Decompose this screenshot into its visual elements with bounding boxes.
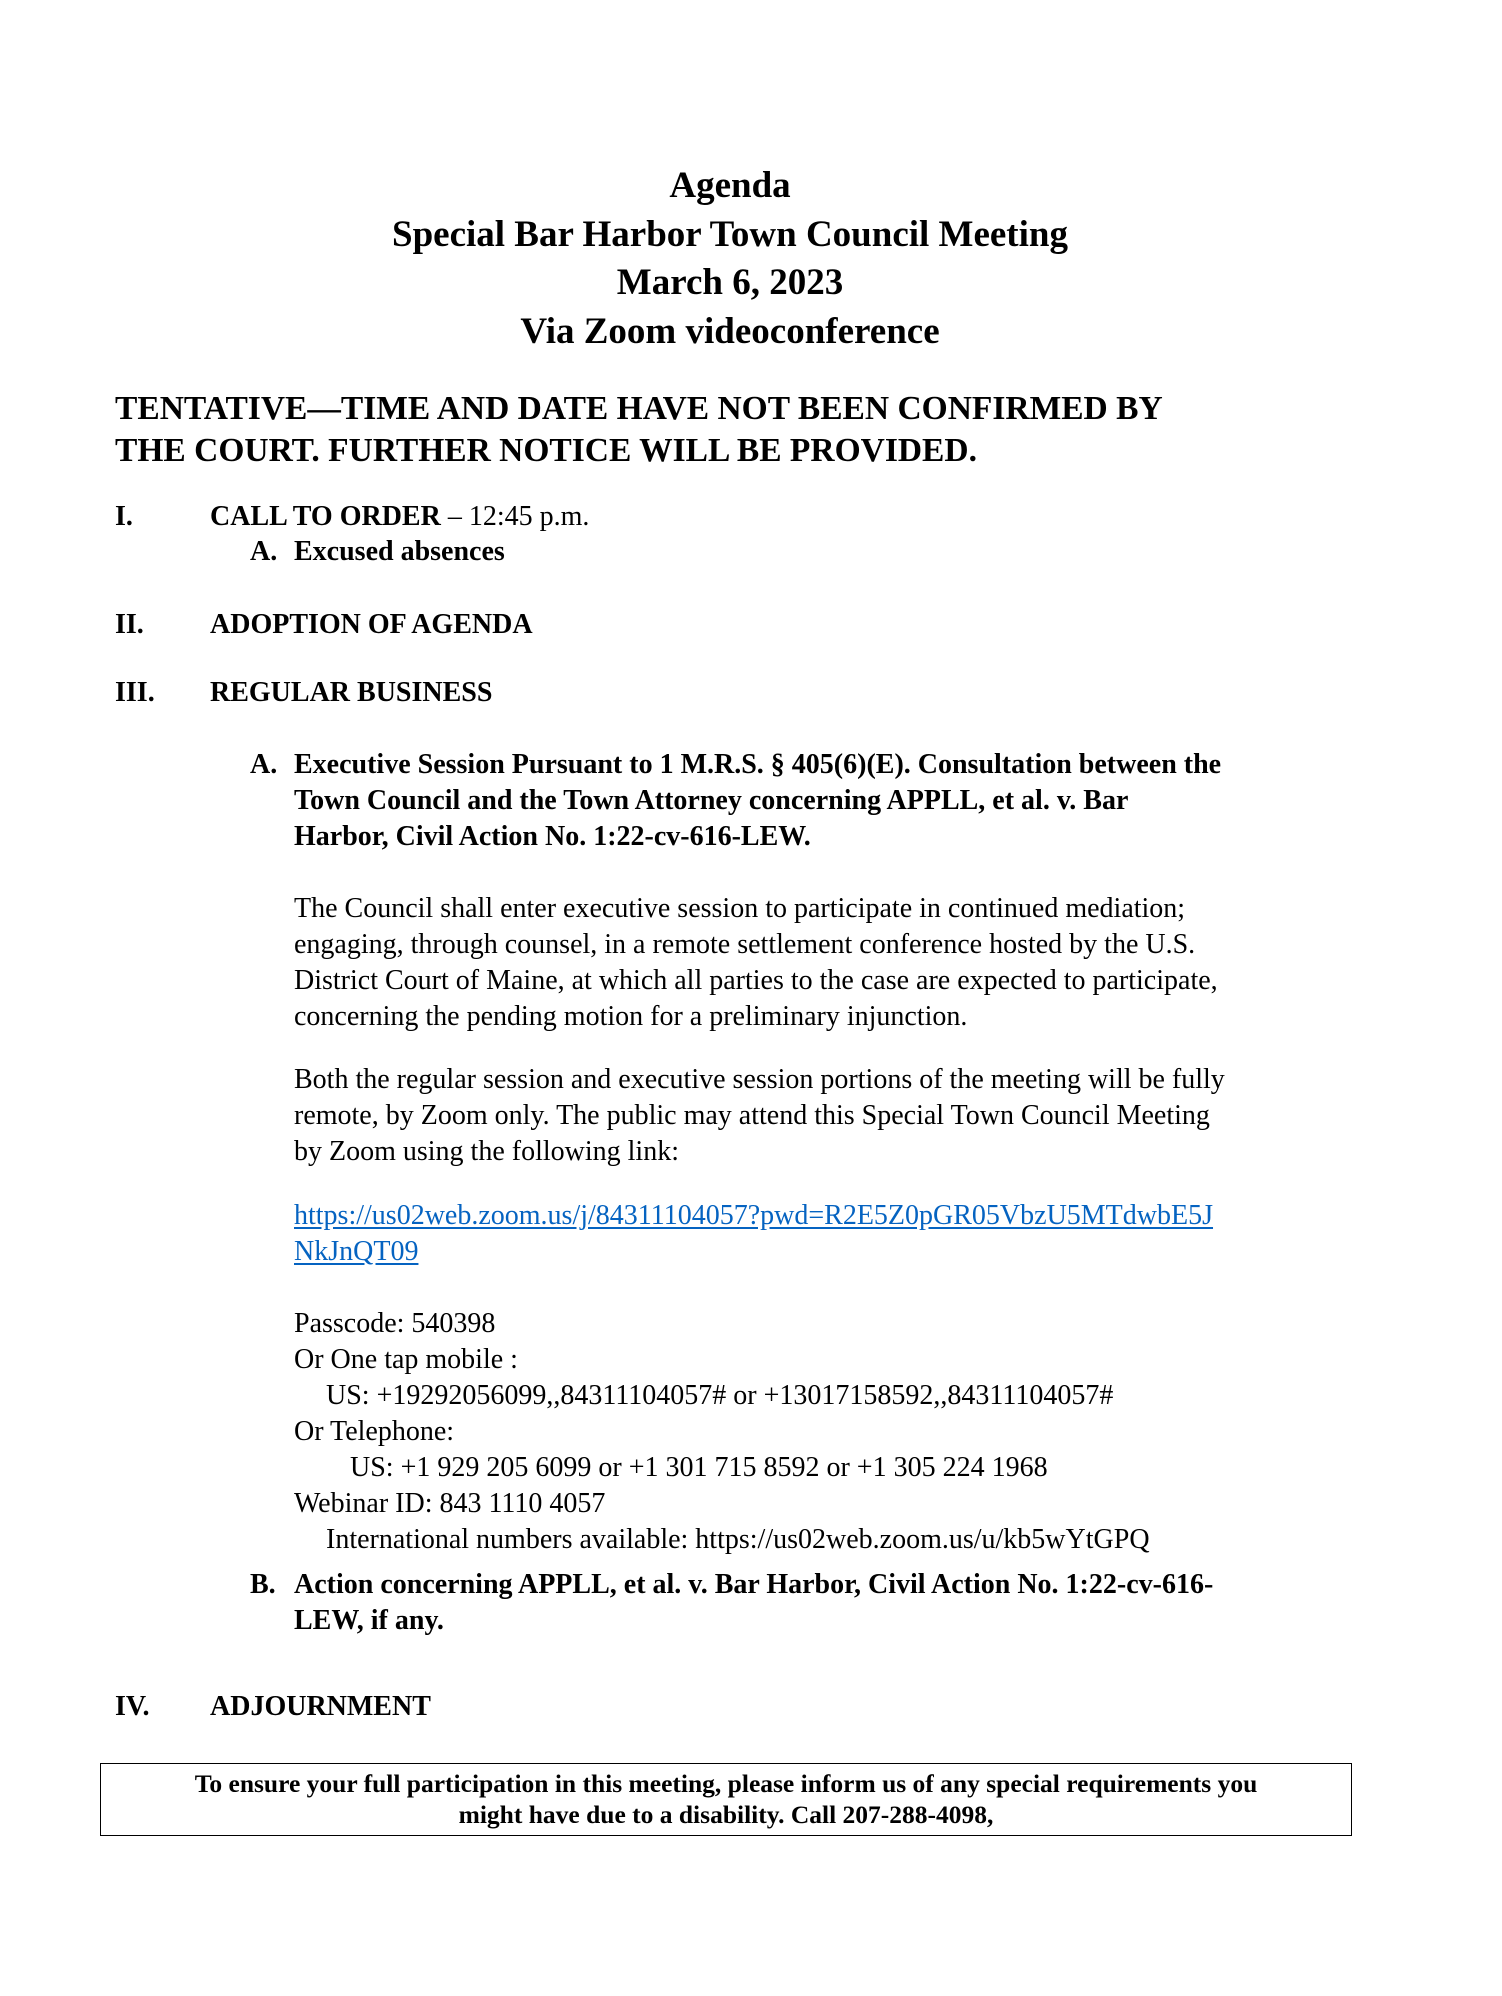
one-tap-label: Or One tap mobile : — [294, 1344, 518, 1375]
accessibility-notice-box — [100, 1763, 1352, 1836]
accessibility-notice-line-1: To ensure your full participation in this meeting, please inform us of any special requirements you — [194, 1769, 1258, 1798]
paragraph-remote-attendance — [294, 1062, 1225, 1170]
subitem-text-line: LEW, if any. — [294, 1605, 444, 1636]
one-tap-numbers: US: +19292056099,,84311104057# or +13017158592,,84311104057# — [326, 1380, 1114, 1411]
subitem-text-line: Executive Session Pursuant to 1 M.R.S. § 405(6)(E). Consultation between the — [294, 749, 1222, 780]
paragraph-line: District Court of Maine, at which all parties to the case are expected to participate, — [294, 965, 1218, 996]
item-numeral: II. — [115, 609, 144, 640]
paragraph-executive-session-purpose — [294, 891, 1218, 1035]
paragraph-line: concerning the pending motion for a preliminary injunction. — [294, 1001, 968, 1032]
tentative-line-1: TENTATIVE—TIME AND DATE HAVE NOT BEEN CONFIRMED BY — [115, 390, 1163, 427]
item-heading-text: CALL TO ORDER — [210, 501, 441, 532]
item-numeral: IV. — [115, 1691, 150, 1722]
item-numeral: I. — [115, 501, 133, 532]
paragraph-line: The Council shall enter executive session to participate in continued mediation; — [294, 893, 1186, 924]
subitem-text — [294, 747, 1221, 855]
accessibility-notice-line-2: might have due to a disability. Call 207-288-4098, — [458, 1800, 994, 1829]
tentative-notice — [115, 388, 1355, 472]
subitem-text-line: Town Council and the Town Attorney concerning APPLL, et al. v. Bar — [294, 785, 1129, 816]
subitem-text: Excused absences — [294, 536, 505, 567]
tentative-line-2: THE COURT. FURTHER NOTICE WILL BE PROVIDED. — [115, 432, 977, 469]
paragraph-line: Both the regular session and executive session portions of the meeting will be fully — [294, 1064, 1225, 1095]
zoom-link-line-1[interactable]: https://us02web.zoom.us/j/84311104057?pwd=R2E5Z0pGR05VbzU5MTdwbE5J — [294, 1200, 1214, 1231]
title-venue: Via Zoom videoconference — [520, 310, 940, 352]
item-time: – 12:45 p.m. — [440, 501, 590, 532]
subitem-text-line: Action concerning APPLL, et al. v. Bar Harbor, Civil Action No. 1:22-cv-616- — [294, 1569, 1214, 1600]
item-heading: ADOPTION OF AGENDA — [210, 609, 533, 640]
dial-in-information — [294, 1306, 1150, 1558]
item-heading: ADJOURNMENT — [210, 1691, 431, 1722]
zoom-link-line-2[interactable]: NkJnQT09 — [294, 1236, 419, 1267]
webinar-id: Webinar ID: 843 1110 4057 — [294, 1488, 606, 1519]
subitem-letter: A. — [250, 536, 278, 567]
telephone-numbers: US: +1 929 205 6099 or +1 301 715 8592 or +1 305 224 1968 — [350, 1452, 1048, 1483]
subitem-text-line: Harbor, Civil Action No. 1:22-cv-616-LEW. — [294, 821, 811, 852]
international-numbers: International numbers available: https://us02web.zoom.us/u/kb5wYtGPQ — [326, 1524, 1150, 1555]
paragraph-line: engaging, through counsel, in a remote settlement conference hosted by the U.S. — [294, 929, 1196, 960]
paragraph-line: remote, by Zoom only. The public may attend this Special Town Council Meeting — [294, 1100, 1210, 1131]
passcode: Passcode: 540398 — [294, 1308, 496, 1339]
subitem-text — [294, 1567, 1213, 1639]
subitem-letter: B. — [250, 1569, 276, 1600]
zoom-meeting-link[interactable] — [294, 1198, 1213, 1270]
item-heading: REGULAR BUSINESS — [210, 677, 493, 708]
document-title — [0, 162, 1460, 356]
item-numeral: III. — [115, 677, 155, 708]
paragraph-line: by Zoom using the following link: — [294, 1136, 679, 1167]
title-date: March 6, 2023 — [616, 262, 844, 303]
subitem-letter: A. — [250, 749, 278, 780]
telephone-label: Or Telephone: — [294, 1416, 455, 1447]
title-meeting-name: Special Bar Harbor Town Council Meeting — [392, 213, 1068, 255]
item-heading — [210, 499, 589, 535]
title-agenda: Agenda — [669, 165, 791, 206]
